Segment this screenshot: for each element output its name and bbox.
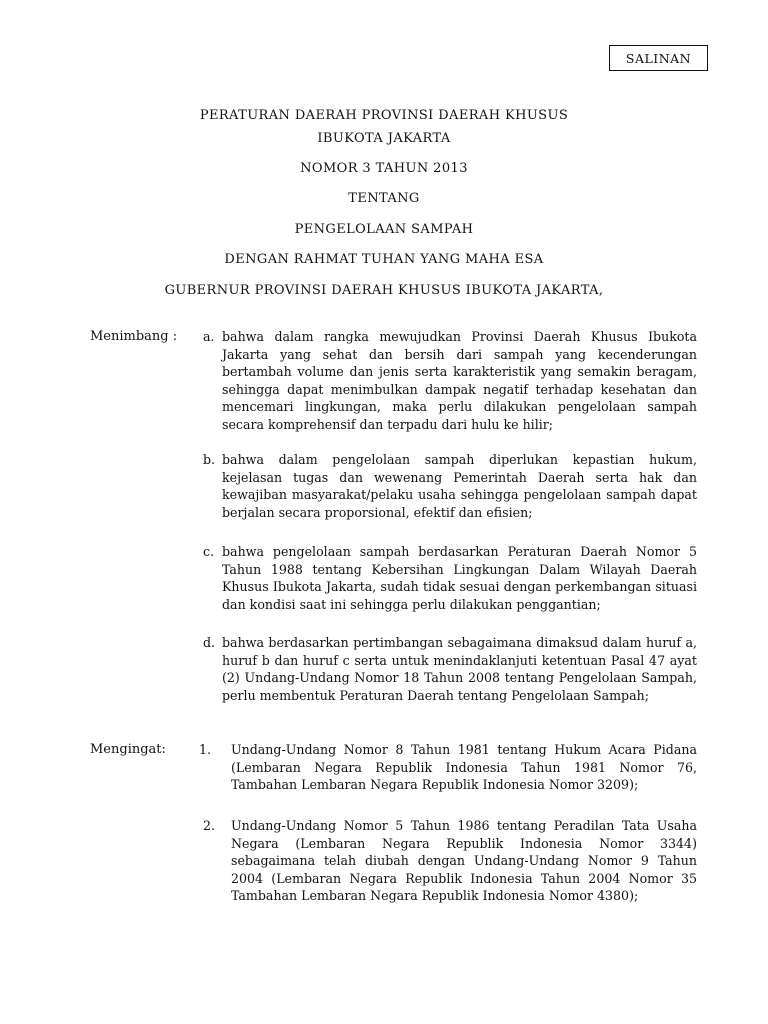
- item-text: Undang-Undang Nomor 8 Tahun 1981 tentang Hukum Acara Pidana (Lembaran Negara Republik Indonesia Tahun 1981 Nomor 76, Tambahan Lembaran Negara Republik Indonesia Nomor 3209);: [231, 742, 697, 792]
- mengingat-item-1: [199, 741, 697, 813]
- item-marker: 1.: [199, 742, 212, 757]
- item-text: bahwa berdasarkan pertimbangan sebagaimana dimaksud dalam huruf a, huruf b dan huruf c serta untuk menindaklanjuti ketentuan Pasal 47 ayat (2) Undang-Undang Nomor 18 Tahun 2008 tentang Pengelolaan Sampah, perlu membentuk Peraturan Daerah tentang Pengelolaan Sampah;: [222, 635, 697, 703]
- menimbang-item-a: [203, 328, 697, 436]
- item-marker: d.: [203, 635, 216, 650]
- menimbang-item-d: [203, 634, 697, 722]
- item-text: bahwa dalam pengelolaan sampah diperlukan kepastian hukum, kejelasan tugas dan wewenang Pemerintah Daerah serta hak dan kewajiban masyarakat/pelaku usaha sehingga pengelolaan sampah dapat berjalan secara proporsional, efektif dan efisien;: [222, 452, 697, 520]
- regulation-number: NOMOR 3 TAHUN 2013: [300, 161, 468, 176]
- title-line-2: IBUKOTA JAKARTA: [317, 131, 451, 146]
- item-marker: a.: [203, 329, 215, 344]
- rahmat-line: DENGAN RAHMAT TUHAN YANG MAHA ESA: [224, 252, 544, 267]
- item-text: bahwa pengelolaan sampah berdasarkan Peraturan Daerah Nomor 5 Tahun 1988 tentang Kebersihan Lingkungan Dalam Wilayah Daerah Khusus Ibukota Jakarta, sudah tidak sesuai dengan perkembangan situasi dan kondisi saat ini sehingga perlu dilakukan penggantian;: [222, 544, 697, 612]
- item-marker: c.: [203, 544, 215, 559]
- title-line-1: PERATURAN DAERAH PROVINSI DAERAH KHUSUS: [199, 108, 569, 123]
- regulation-subject: PENGELOLAAN SAMPAH: [294, 222, 474, 237]
- tentang-heading: TENTANG: [348, 191, 420, 206]
- menimbang-label: Menimbang :: [90, 329, 178, 344]
- gubernur-line: GUBERNUR PROVINSI DAERAH KHUSUS IBUKOTA JAKARTA,: [164, 283, 604, 298]
- item-marker: b.: [203, 452, 216, 467]
- item-marker: 2.: [203, 818, 216, 833]
- mengingat-item-2: [199, 817, 697, 923]
- menimbang-item-c: [203, 543, 697, 631]
- menimbang-item-b: [203, 451, 697, 539]
- mengingat-label: Mengingat:: [90, 742, 166, 757]
- item-text: bahwa dalam rangka mewujudkan Provinsi Daerah Khusus Ibukota Jakarta yang sehat dan bersih dari sampah yang kecenderungan bertambah volume dan jenis serta karakteristik yang semakin beragam, sehingga dapat menimbulkan dampak negatif terhadap kesehatan dan mencemari lingkungan, maka perlu dilakukan pengelolaan sampah secara komprehensif dan terpadu dari hulu ke hilir;: [222, 329, 697, 432]
- item-text: Undang-Undang Nomor 5 Tahun 1986 tentang Peradilan Tata Usaha Negara (Lembaran Negara Republik Indonesia Nomor 3344) sebagaimana telah diubah dengan Undang-Undang Nomor 9 Tahun 2004 (Lembaran Negara Republik Indonesia Tahun 2004 Nomor 35 Tambahan Lembaran Negara Republik Indonesia Nomor 4380);: [231, 818, 697, 903]
- salinan-stamp: SALINAN: [609, 45, 708, 71]
